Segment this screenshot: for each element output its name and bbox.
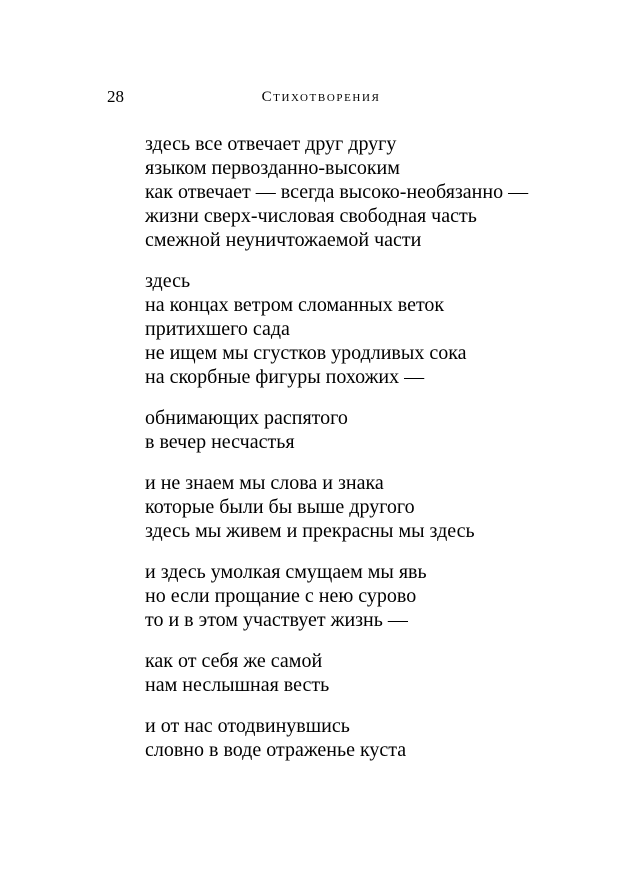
poem-line: на концах ветром сломанных веток <box>145 294 445 316</box>
poem-line: но если прощание с нею сурово <box>145 585 417 607</box>
poem-line: то и в этом участвует жизнь — <box>145 609 408 631</box>
stanza <box>145 714 585 762</box>
poem-line: смежной неуничтожаемой части <box>145 229 422 251</box>
poem-line: и здесь умолкая смущаем мы явь <box>145 561 427 583</box>
poem-line: как от себя же самой <box>145 650 323 672</box>
poem-line: нам неслышная весть <box>145 674 330 696</box>
poem-line: жизни сверх-числовая свободная часть <box>145 205 477 227</box>
page-number: 28 <box>107 87 124 106</box>
poem-line: здесь <box>145 270 191 292</box>
poem-line: как отвечает — всегда высоко-необязанно — <box>145 181 529 203</box>
stanza <box>145 560 585 632</box>
stanza <box>145 471 585 543</box>
stanza <box>145 649 585 697</box>
poem-line: и от нас отодвинувшись <box>145 715 350 737</box>
stanza <box>145 269 585 389</box>
poem-line: не ищем мы сгустков уродливых сока <box>145 342 467 364</box>
stanza <box>145 406 585 454</box>
poem-line: которые были бы выше другого <box>145 496 415 518</box>
poem-line: здесь мы живем и прекрасны мы здесь <box>145 520 475 542</box>
poem-line: на скорбные фигуры похожих — <box>145 366 425 388</box>
running-header: Стихотворения <box>261 89 381 105</box>
poem-line: притихшего сада <box>145 318 290 340</box>
poem-line: и не знаем мы слова и знака <box>145 472 384 494</box>
stanza <box>145 132 585 252</box>
poem-line: языком первозданно-высоким <box>145 157 400 179</box>
poem-body <box>145 132 585 779</box>
poem-line: в вечер несчастья <box>145 431 295 453</box>
poem-line: здесь все отвечает друг другу <box>145 133 397 155</box>
poem-line: словно в воде отраженье куста <box>145 739 407 761</box>
poem-line: обнимающих распятого <box>145 407 348 429</box>
